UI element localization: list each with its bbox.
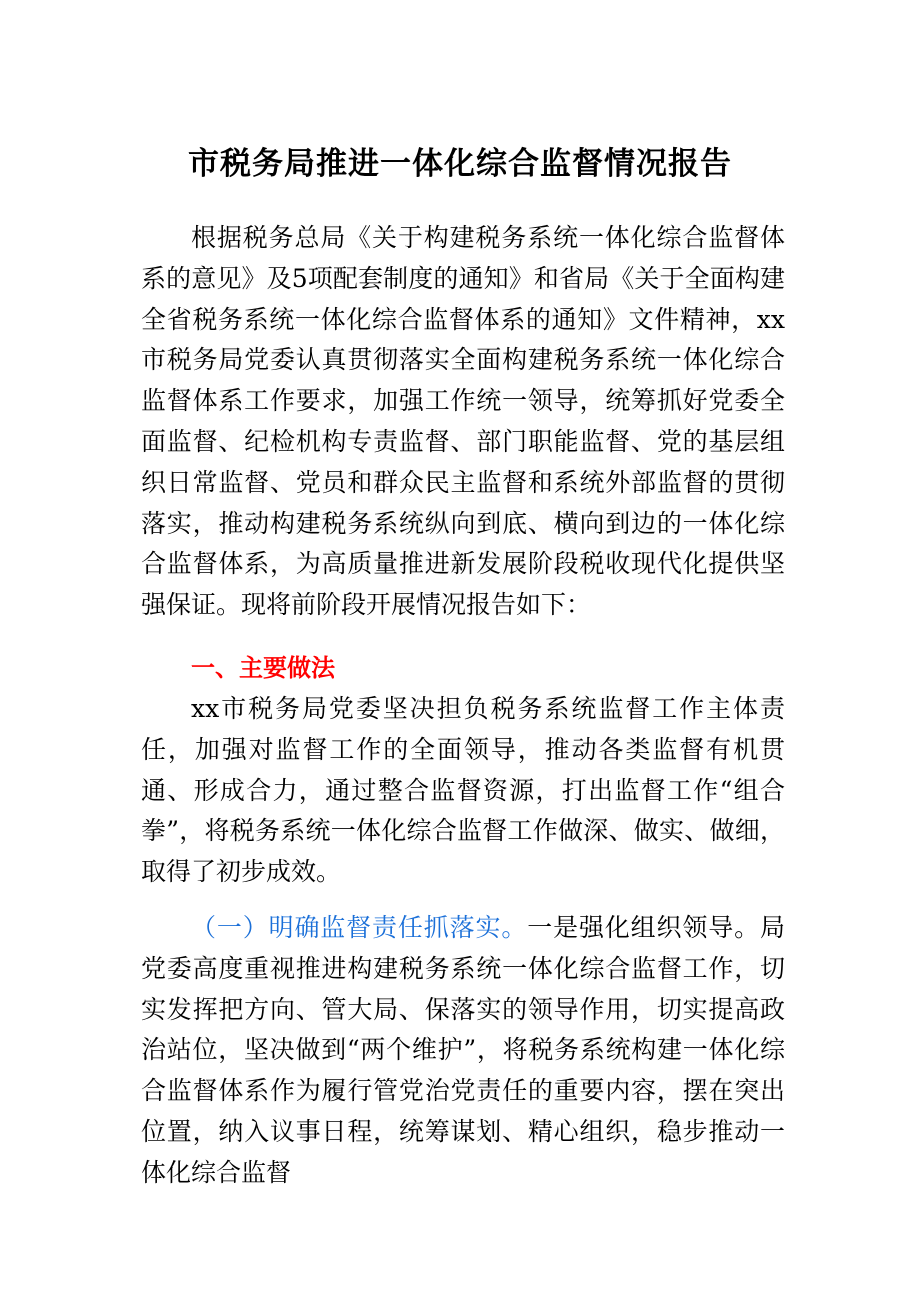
subsection-heading-responsibility: （一）明确监督责任抓落实。 [191, 913, 528, 942]
subsection-1-paragraph [141, 908, 785, 1194]
section-1-paragraph: xx市税务局党委坚决担负税务系统监督工作主体责任，加强对监督工作的全面领导，推动各类监督有机贯通、形成合力，通过整合监督资源，打出监督工作“组合拳”，将税务系统一体化综合监督工作做深、做实、做细，取得了初步成效。 [141, 694, 785, 887]
subsection-1-text: 一是强化组织领导。局党委高度重视推进构建税务系统一体化综合监督工作，切实发挥把方向、管大局、保落实的领导作用，切实提高政治站位，坚决做到“两个维护”，将税务系统构建一体化综合监督体系作为履行管党治党责任的重要内容，摆在突出位置，纳入议事日程，统筹谋划、精心组织，稳步推动一体化综合监督 [141, 913, 785, 1187]
intro-paragraph: 根据税务总局《关于构建税务系统一体化综合监督体系的意见》及5项配套制度的通知》和省局《关于全面构建全省税务系统一体化综合监督体系的通知》文件精神，xx市税务局党委认真贯彻落实全面构建税务系统一体化综合监督体系工作要求，加强工作统一领导，统筹抓好党委全面监督、纪检机构专责监督、部门职能监督、党的基层组织日常监督、党员和群众民主监督和系统外部监督的贯彻落实，推动构建税务系统纵向到底、横向到边的一体化综合监督体系，为高质量推进新发展阶段税收现代化提供坚强保证。现将前阶段开展情况报告如下： [141, 223, 785, 620]
section-heading-main-practices: 一、主要做法 [191, 654, 335, 682]
document-title: 市税务局推进一体化综合监督情况报告 [188, 146, 732, 182]
